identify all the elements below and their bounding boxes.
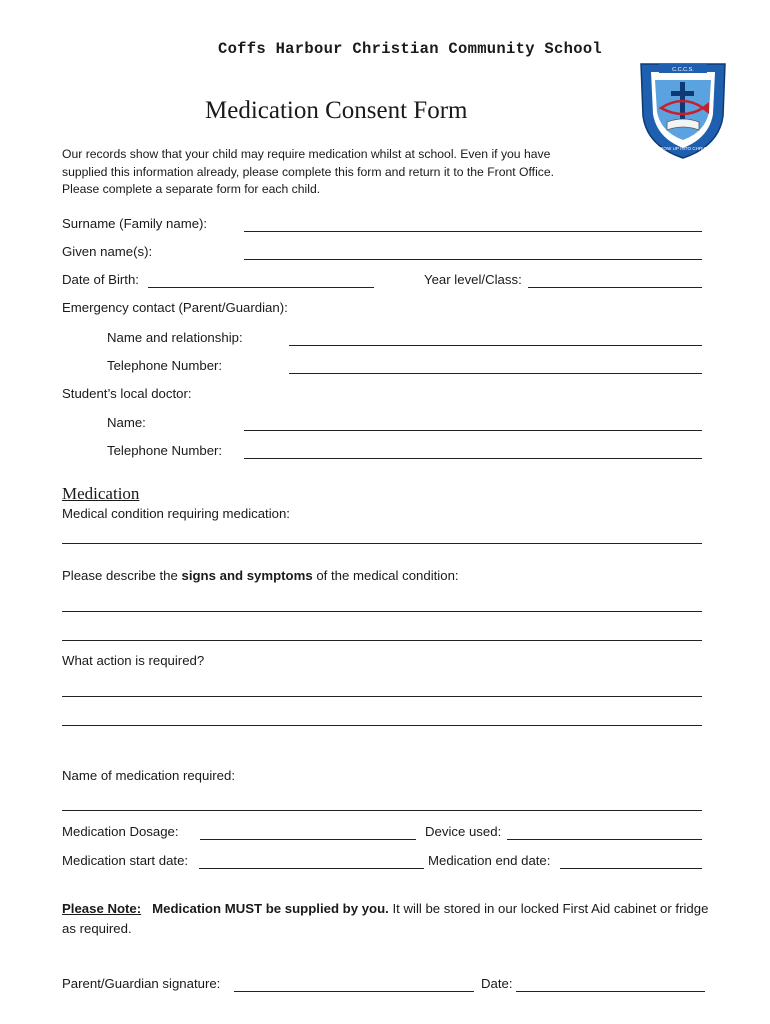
doctor-name-field[interactable] xyxy=(244,430,702,431)
school-crest-logo xyxy=(637,58,729,160)
note-label: Please Note: xyxy=(62,901,142,916)
school-name: Coffs Harbour Christian Community School xyxy=(217,40,603,58)
action-required-field-2[interactable] xyxy=(62,725,702,726)
end-date-label: Medication end date: xyxy=(428,853,551,868)
svg-text:COFFS HARBOUR: COFFS HARBOUR xyxy=(661,74,705,80)
condition-field[interactable] xyxy=(62,543,702,544)
medication-heading: Medication xyxy=(62,484,140,503)
action-required-label: What action is required? xyxy=(62,653,205,668)
svg-text:GROW UP INTO CHRIST: GROW UP INTO CHRIST xyxy=(656,146,710,151)
doctor-telephone-field[interactable] xyxy=(244,458,702,459)
note-bold: Medication MUST be supplied by you. xyxy=(152,901,389,916)
doctor-telephone-label: Telephone Number: xyxy=(107,443,223,458)
note-text: It will be stored in our locked First Aid cabinet or fridge as required. xyxy=(62,901,709,936)
dob-label: Date of Birth: xyxy=(62,272,139,287)
emergency-contact-label: Emergency contact (Parent/Guardian): xyxy=(62,300,288,315)
action-required-field-1[interactable] xyxy=(62,696,702,697)
doctor-label: Student’s local doctor: xyxy=(62,386,192,401)
signature-field[interactable] xyxy=(234,991,474,992)
given-name-field[interactable] xyxy=(244,259,702,260)
dosage-field[interactable] xyxy=(200,839,416,840)
start-date-label: Medication start date: xyxy=(62,853,189,868)
doctor-name-label: Name: xyxy=(107,415,146,430)
please-note xyxy=(62,899,712,938)
year-level-label: Year level/Class: xyxy=(424,272,522,287)
intro-line: Our records show that your child may require medication whilst at school. Even if you have xyxy=(62,147,551,161)
condition-label: Medical condition requiring medication: xyxy=(62,506,290,521)
date-label: Date: xyxy=(481,976,513,991)
name-relationship-label: Name and relationship: xyxy=(107,330,243,345)
intro-line: Please complete a separate form for each child. xyxy=(62,182,321,196)
start-date-field[interactable] xyxy=(199,868,424,869)
dob-field[interactable] xyxy=(148,287,374,288)
signs-symptoms-field-1[interactable] xyxy=(62,611,702,612)
signs-symptoms-field-2[interactable] xyxy=(62,640,702,641)
surname-field[interactable] xyxy=(244,231,702,232)
signature-label: Parent/Guardian signature: xyxy=(62,976,221,991)
svg-text:C.C.C.S.: C.C.C.S. xyxy=(672,67,694,73)
date-field[interactable] xyxy=(516,991,705,992)
name-relationship-field[interactable] xyxy=(289,345,702,346)
form-title: Medication Consent Form xyxy=(205,97,468,124)
end-date-field[interactable] xyxy=(560,868,702,869)
year-level-field[interactable] xyxy=(528,287,702,288)
medication-name-label: Name of medication required: xyxy=(62,768,235,783)
device-field[interactable] xyxy=(507,839,702,840)
intro-line: supplied this information already, please complete this form and return it to the Front Office. xyxy=(62,164,555,179)
emergency-telephone-field[interactable] xyxy=(289,373,702,374)
emergency-telephone-label: Telephone Number: xyxy=(107,358,223,373)
signs-symptoms-label: Please describe the signs and symptoms of the medical condition: xyxy=(62,568,459,583)
medication-name-field[interactable] xyxy=(62,810,702,811)
dosage-label: Medication Dosage: xyxy=(62,824,179,839)
intro-text xyxy=(62,146,622,199)
device-label: Device used: xyxy=(425,824,502,839)
given-name-label: Given name(s): xyxy=(62,244,153,259)
surname-label: Surname (Family name): xyxy=(62,216,208,231)
